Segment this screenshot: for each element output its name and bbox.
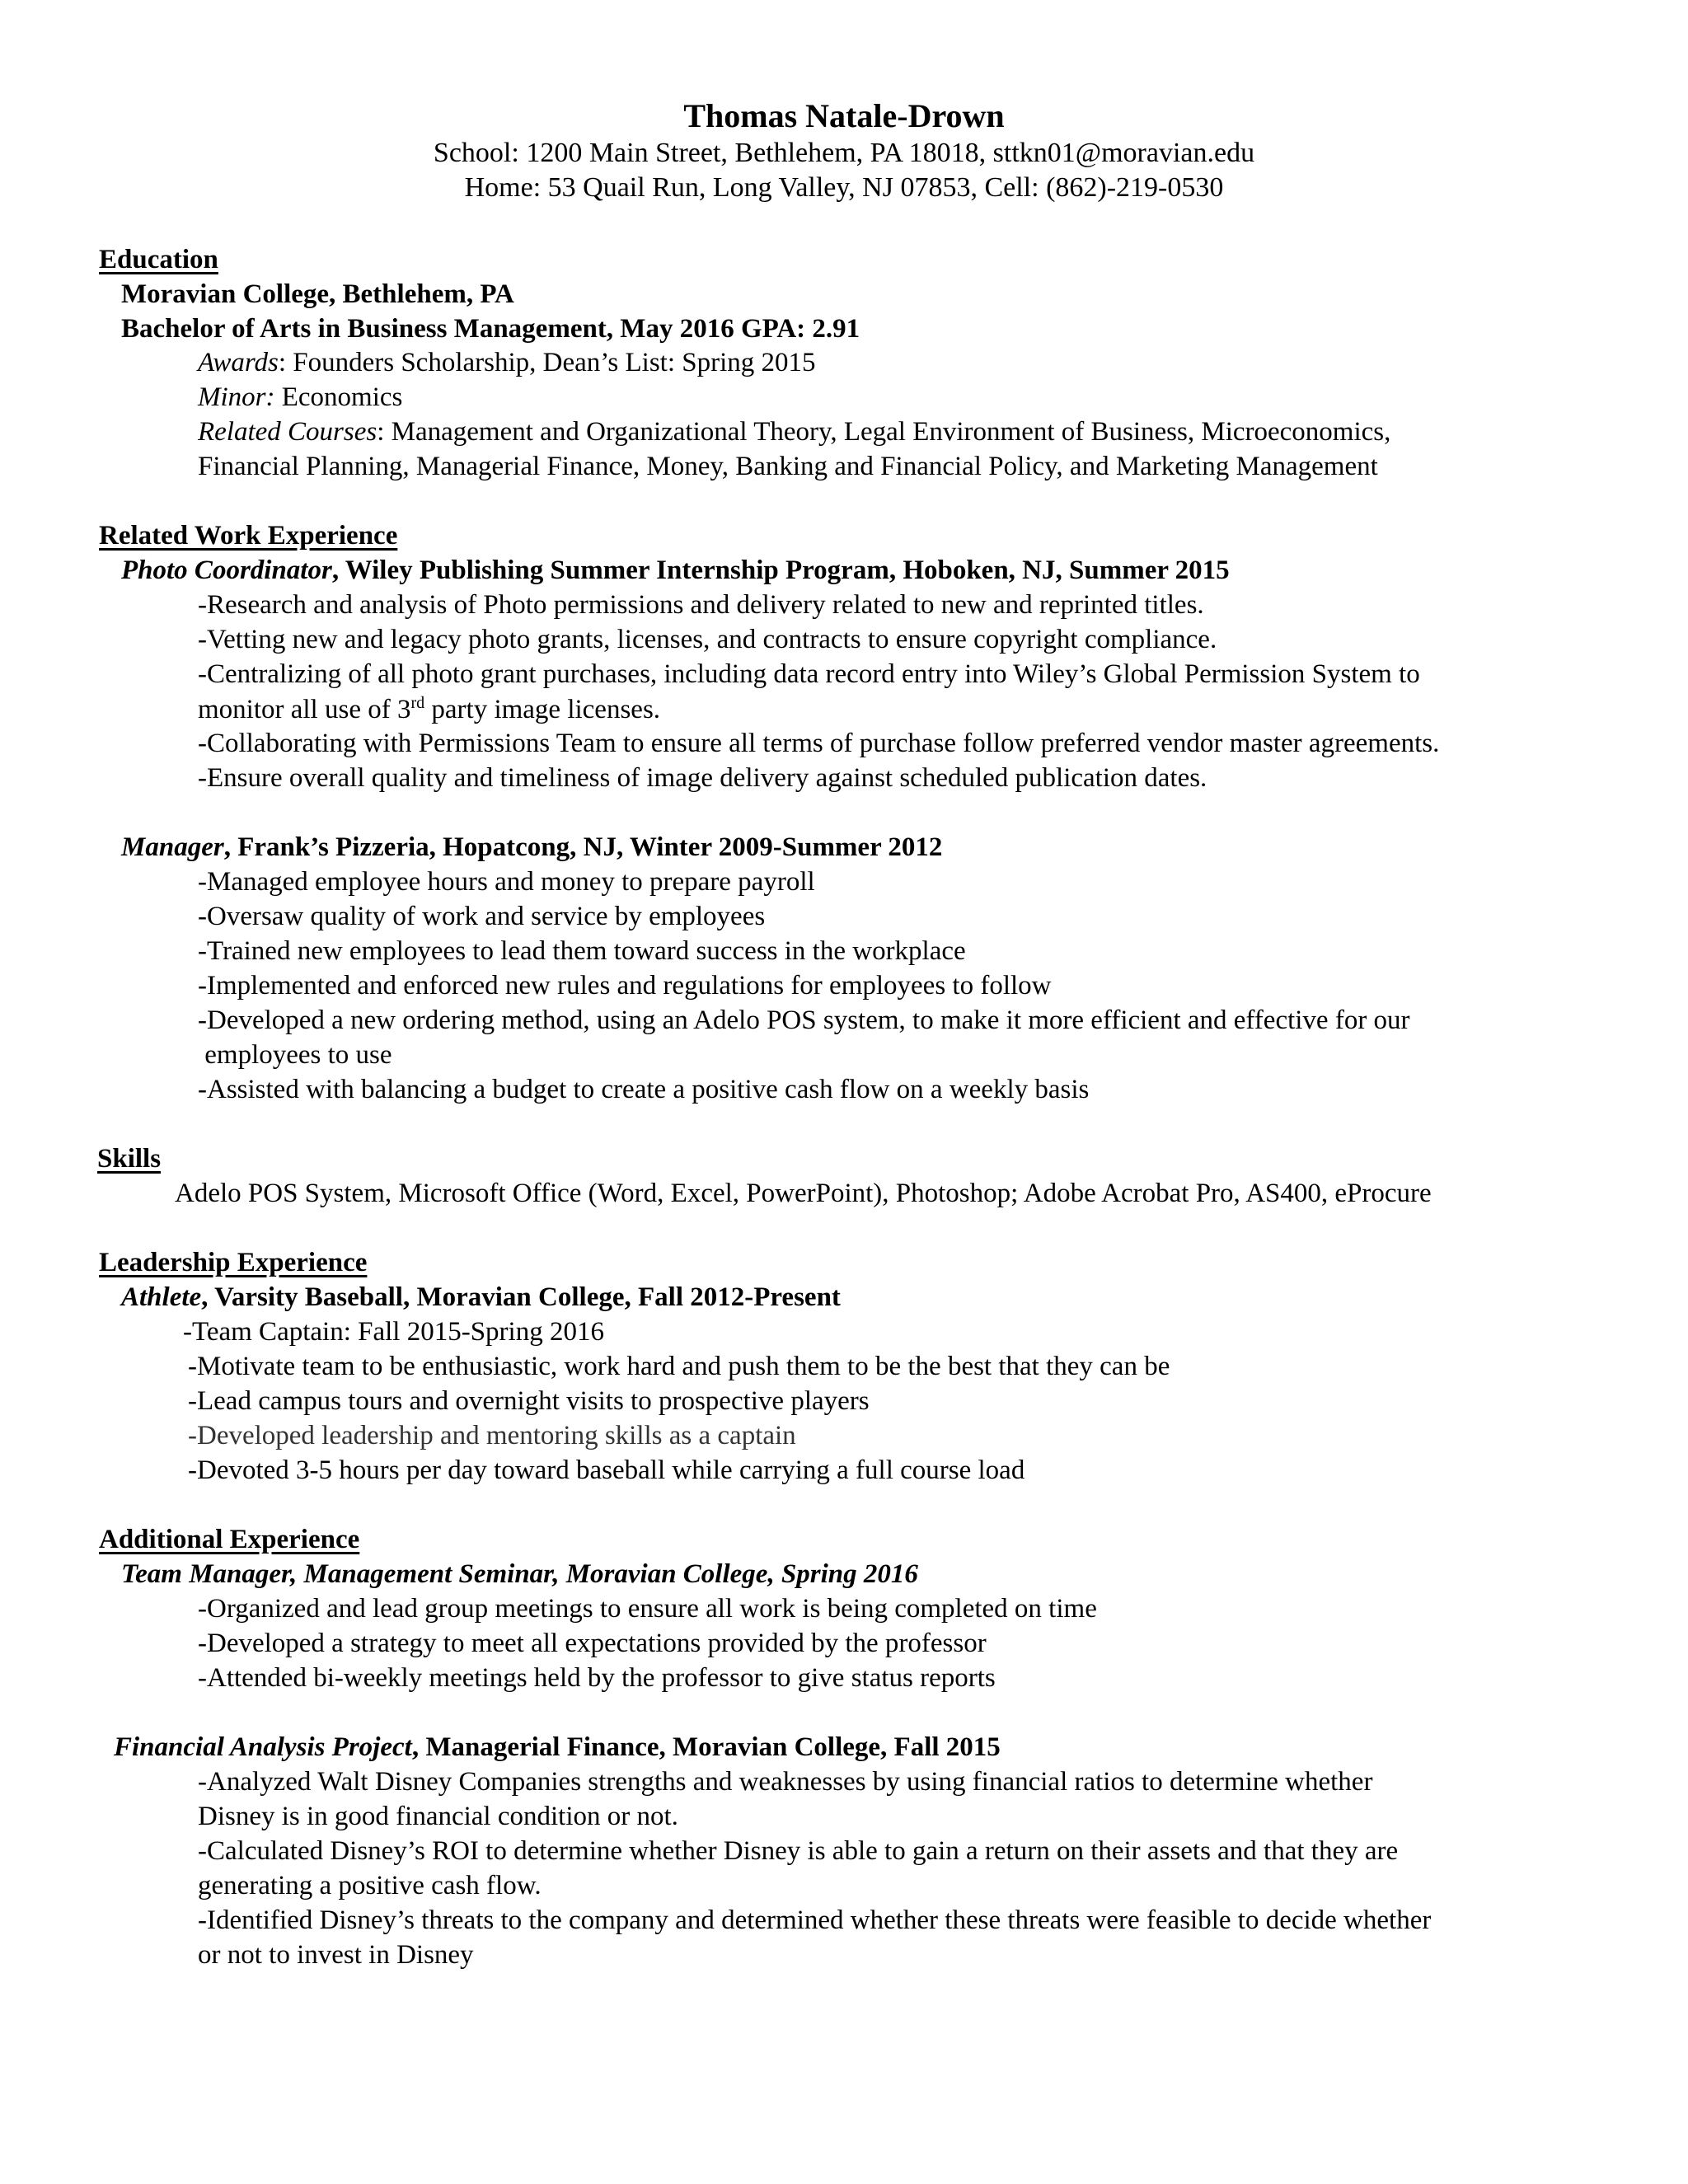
leadership-bullet: -Developed leadership and mentoring skills as a captain — [188, 1421, 796, 1451]
job1-bullet-cont — [198, 694, 660, 725]
item2-line: or not to invest in Disney — [198, 1940, 474, 1970]
leadership-title — [121, 1282, 841, 1313]
leadership-bullet: -Lead campus tours and overnight visits to prospective players — [188, 1386, 870, 1416]
job2-bullet: -Oversaw quality of work and service by employees — [198, 902, 766, 931]
job1-title — [121, 555, 1230, 586]
courses-label: Related Courses — [198, 417, 377, 447]
item1-bullet: -Attended bi-weekly meetings held by the professor to give status reports — [198, 1663, 996, 1693]
awards-text: : Founders Scholarship, Dean’s List: Spring 2015 — [278, 348, 816, 377]
item2-line: Disney is in good financial condition or not. — [198, 1802, 678, 1831]
leadership-bullet: -Devoted 3-5 hours per day toward baseball while carrying a full course load — [188, 1455, 1025, 1485]
education-awards — [198, 348, 816, 378]
courses-text: : Management and Organizational Theory, Legal Environment of Business, Microeconomics, — [377, 417, 1391, 447]
skills-heading: Skills — [97, 1144, 162, 1174]
job1-bullet: -Ensure overall quality and timeliness of image delivery against scheduled publication dates. — [198, 763, 1207, 793]
job2-bullet: -Implemented and enforced new rules and regulations for employees to follow — [198, 971, 1052, 1001]
education-heading: Education — [99, 245, 218, 274]
job2-details: , Frank’s Pizzeria, Hopatcong, NJ, Winter 2009-Summer 2012 — [223, 832, 943, 862]
item1-title — [121, 1559, 918, 1590]
job1-bullet: -Collaborating with Permissions Team to ensure all terms of purchase follow preferred vendor master agreements. — [198, 729, 1440, 758]
work-heading: Related Work Experience — [99, 521, 398, 551]
job1-details: , Wiley Publishing Summer Internship Program, Hoboken, NJ, Summer 2015 — [331, 555, 1230, 585]
item2-title — [114, 1732, 1001, 1763]
job2-bullet: -Managed employee hours and money to prepare payroll — [198, 867, 815, 897]
skills-text: Adelo POS System, Microsoft Office (Word, Excel, PowerPoint), Photoshop; Adobe Acrobat Pro, AS400, eProcure — [175, 1179, 1432, 1208]
job2-bullet: -Developed a new ordering method, using an Adelo POS system, to make it more efficient and effective for our — [198, 1005, 1410, 1035]
minor-text: Economics — [274, 382, 403, 412]
leadership-bullet: -Motivate team to be enthusiastic, work hard and push them to be the best that they can be — [188, 1352, 1170, 1381]
job1-bullet: -Centralizing of all photo grant purchases, including data record entry into Wiley’s Global Permission System to — [198, 659, 1420, 689]
job1-cont-text: monitor all use of 3 — [198, 695, 411, 724]
item2-line: -Analyzed Walt Disney Companies strengths and weaknesses by using financial ratios to determine whether — [198, 1767, 1373, 1797]
job1-cont-text-end: party image licenses. — [424, 695, 661, 724]
education-degree: Bachelor of Arts in Business Management, May 2016 GPA: 2.91 — [121, 314, 860, 344]
minor-label: Minor: — [198, 382, 275, 412]
item1-title-text: Team Manager, Management Seminar, Moravian College, Spring 2016 — [121, 1559, 918, 1589]
item2-line: -Calculated Disney’s ROI to determine whether Disney is able to gain a return on their assets and that they are — [198, 1836, 1399, 1866]
resume-name: Thomas Natale-Drown — [683, 97, 1005, 134]
item1-bullet: -Developed a strategy to meet all expectations provided by the professor — [198, 1629, 987, 1658]
additional-heading: Additional Experience — [99, 1525, 360, 1554]
leadership-bullet: -Team Captain: Fall 2015-Spring 2016 — [183, 1317, 604, 1347]
job2-bullet-cont: employees to use — [198, 1040, 392, 1070]
education-courses-cont: Financial Planning, Managerial Finance, Money, Banking and Financial Policy, and Marketing Management — [198, 452, 1378, 481]
leadership-details: , Varsity Baseball, Moravian College, Fall 2012-Present — [201, 1282, 841, 1312]
education-courses — [198, 417, 1390, 448]
leadership-role: Athlete — [121, 1282, 202, 1312]
job2-role: Manager — [121, 832, 224, 862]
education-school: Moravian College, Bethlehem, PA — [121, 279, 514, 309]
school-contact-line: School: 1200 Main Street, Bethlehem, PA 18018, sttkn01@moravian.edu — [433, 138, 1255, 168]
item2-line: -Identified Disney’s threats to the company and determined whether these threats were feasible to decide whether — [198, 1905, 1432, 1935]
item2-role: Financial Analysis Project — [114, 1732, 412, 1762]
job2-title — [121, 832, 942, 863]
education-minor — [198, 382, 402, 413]
item1-bullet: -Organized and lead group meetings to ensure all work is being completed on time — [198, 1594, 1097, 1624]
leadership-heading: Leadership Experience — [99, 1248, 368, 1277]
item2-line: generating a positive cash flow. — [198, 1871, 542, 1900]
job2-bullet: -Trained new employees to lead them toward success in the workplace — [198, 936, 966, 966]
job2-bullet: -Assisted with balancing a budget to create a positive cash flow on a weekly basis — [198, 1075, 1090, 1104]
job1-role: Photo Coordinator — [121, 555, 332, 585]
home-contact-line: Home: 53 Quail Run, Long Valley, NJ 07853, Cell: (862)-219-0530 — [464, 172, 1224, 203]
job1-bullet: -Vetting new and legacy photo grants, licenses, and contracts to ensure copyright compliance. — [198, 625, 1217, 654]
item2-details: , Managerial Finance, Moravian College, Fall 2015 — [411, 1732, 1001, 1762]
awards-label: Awards — [198, 348, 279, 377]
job1-bullet: -Research and analysis of Photo permissions and delivery related to new and reprinted titles. — [198, 590, 1204, 620]
job1-cont-sup: rd — [410, 694, 425, 712]
